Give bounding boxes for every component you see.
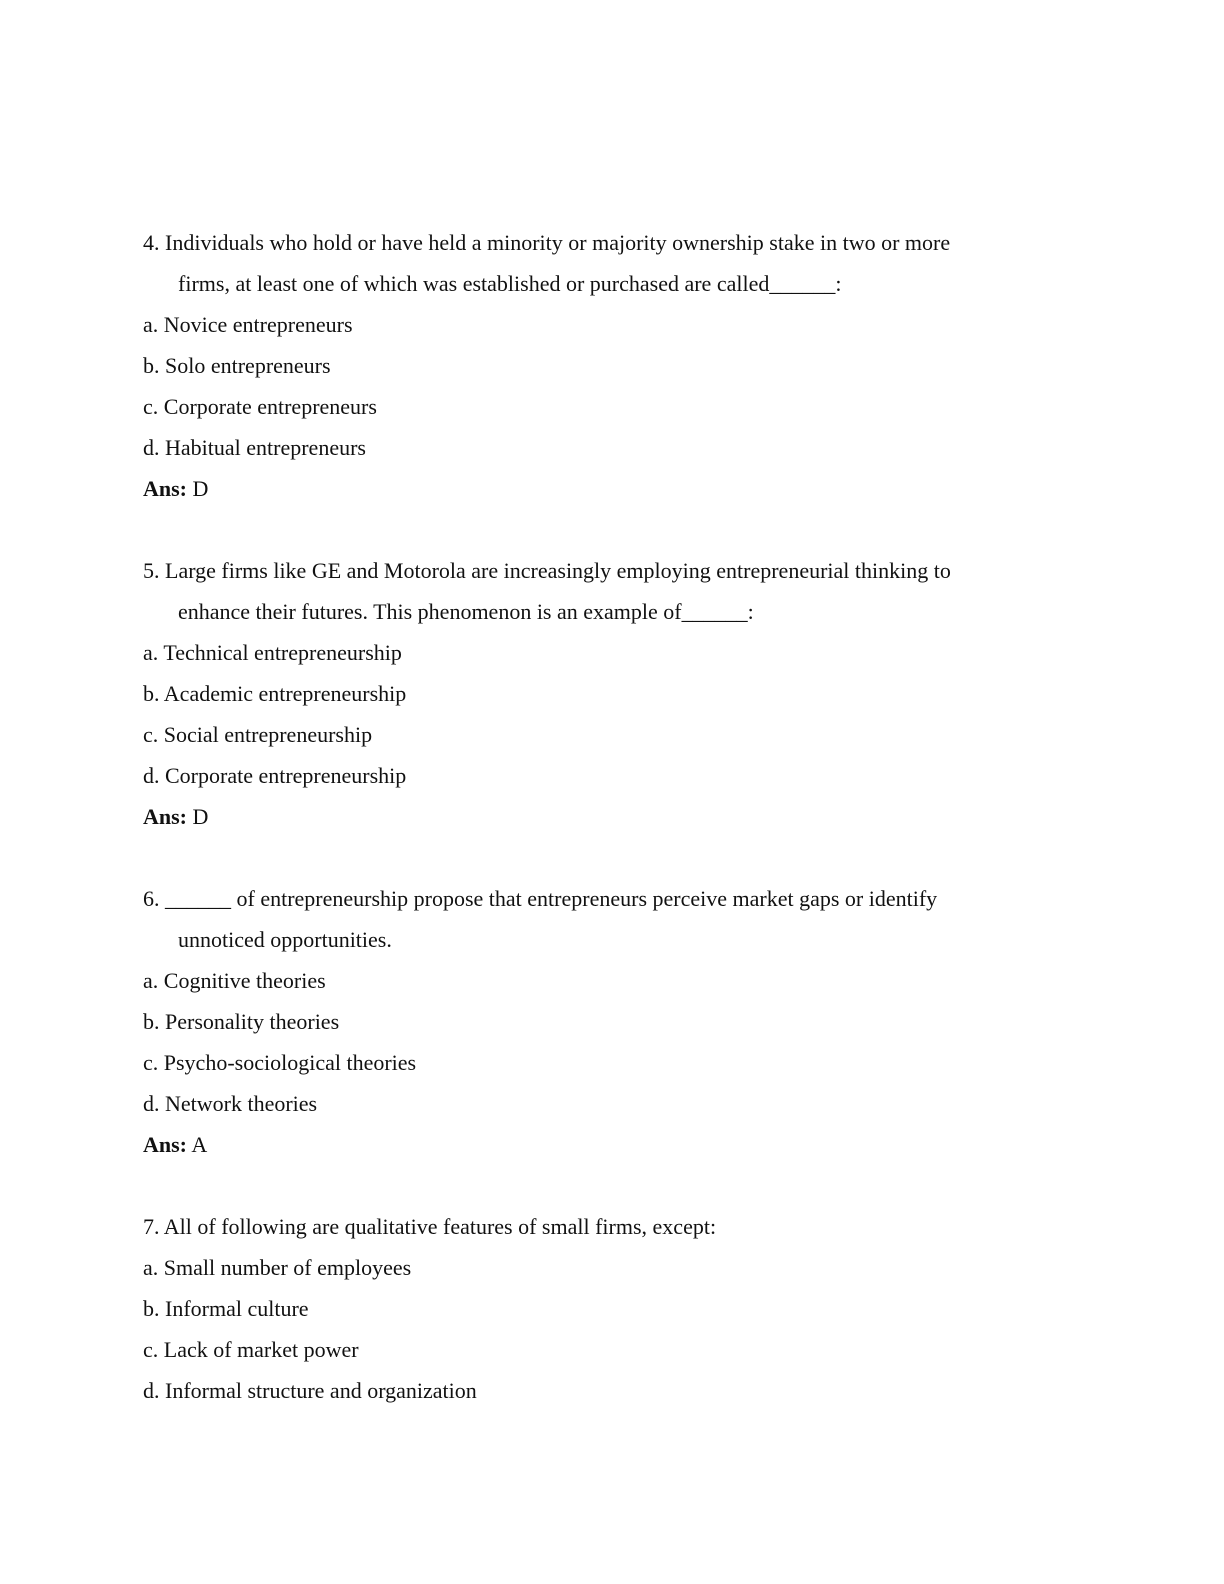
question-stem: 6. ______ of entrepreneurship propose that entrepreneurs perceive market gaps or identify bbox=[143, 886, 938, 911]
answer-value: D bbox=[192, 476, 209, 501]
option-b: b. Academic entrepreneurship bbox=[143, 681, 407, 706]
option-b: b. Informal culture bbox=[143, 1296, 309, 1321]
option-b: b. Personality theories bbox=[143, 1009, 340, 1034]
answer-line bbox=[143, 796, 1043, 837]
answer-line bbox=[143, 1124, 1043, 1165]
question-stem-continued: unnoticed opportunities. bbox=[178, 927, 392, 952]
question-6 bbox=[143, 878, 1043, 1165]
spacer bbox=[143, 837, 1043, 878]
question-stem: 4. Individuals who hold or have held a minority or majority ownership stake in two or more bbox=[143, 230, 951, 255]
answer-value: A bbox=[191, 1132, 208, 1157]
option-a: a. Cognitive theories bbox=[143, 968, 326, 993]
question-list bbox=[143, 222, 1043, 1411]
question-5 bbox=[143, 550, 1043, 837]
option-a: a. Technical entrepreneurship bbox=[143, 640, 402, 665]
spacer bbox=[143, 1165, 1043, 1206]
option-d: d. Habitual entrepreneurs bbox=[143, 435, 366, 460]
question-7 bbox=[143, 1206, 1043, 1411]
question-stem: 7. All of following are qualitative features of small firms, except: bbox=[143, 1214, 717, 1239]
answer-line bbox=[143, 468, 1043, 509]
question-stem: 5. Large firms like GE and Motorola are increasingly employing entrepreneurial thinking to bbox=[143, 558, 951, 583]
answer-value: D bbox=[192, 804, 209, 829]
option-c: c. Corporate entrepreneurs bbox=[143, 394, 377, 419]
option-d: d. Network theories bbox=[143, 1091, 318, 1116]
option-a: a. Novice entrepreneurs bbox=[143, 312, 353, 337]
answer-label: Ans: bbox=[143, 1132, 188, 1157]
answer-label: Ans: bbox=[143, 476, 188, 501]
answer-label: Ans: bbox=[143, 804, 188, 829]
option-c: c. Social entrepreneurship bbox=[143, 722, 373, 747]
option-c: c. Lack of market power bbox=[143, 1337, 359, 1362]
question-stem-continued: enhance their futures. This phenomenon is an example of______: bbox=[178, 599, 754, 624]
question-stem-continued: firms, at least one of which was established or purchased are called______: bbox=[178, 271, 842, 296]
question-4 bbox=[143, 222, 1043, 509]
option-c: c. Psycho-sociological theories bbox=[143, 1050, 417, 1075]
spacer bbox=[143, 509, 1043, 550]
option-d: d. Informal structure and organization bbox=[143, 1378, 477, 1403]
option-d: d. Corporate entrepreneurship bbox=[143, 763, 407, 788]
option-a: a. Small number of employees bbox=[143, 1255, 412, 1280]
option-b: b. Solo entrepreneurs bbox=[143, 353, 331, 378]
